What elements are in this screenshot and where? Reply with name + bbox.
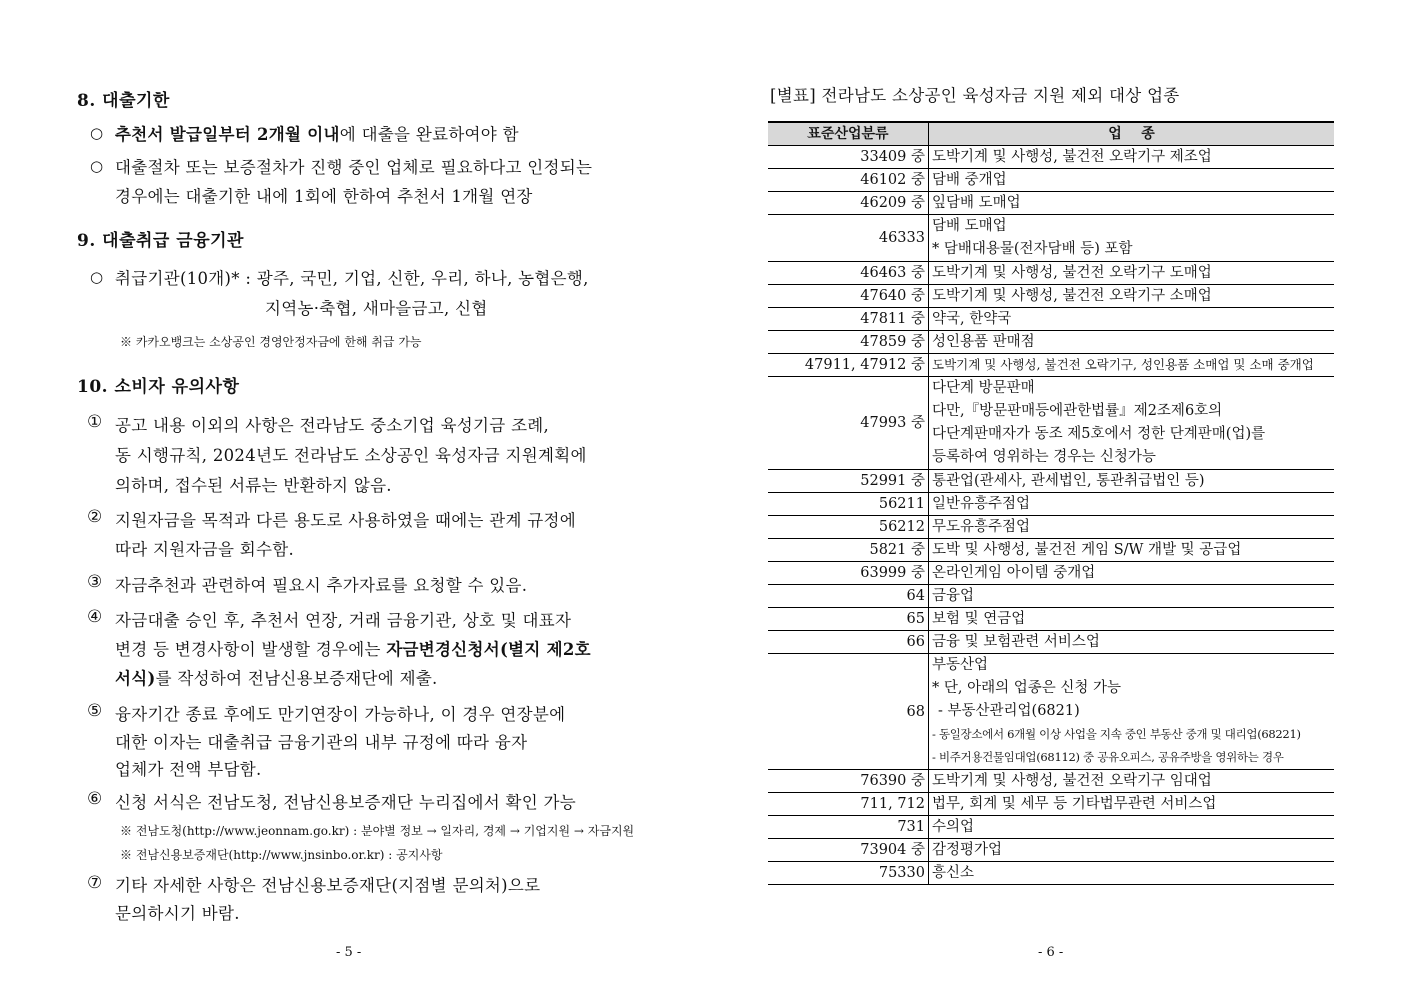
section-8-item-2-line-2: 경우에는 대출기한 내에 1회에 한하여 추천서 1개월 연장 <box>115 187 533 206</box>
industry-code-cell: 75330 <box>768 862 929 885</box>
industry-name-cell: 일반유흥주점업 <box>929 493 1335 516</box>
industry-line: - 비주거용건물임대업(68112) 중 공유오피스, 공유주방을 영위하는 경우 <box>932 750 1284 764</box>
item-number: ⑥ <box>87 789 103 809</box>
item-number: ② <box>87 507 103 527</box>
industry-code-cell: 56212 <box>768 516 929 539</box>
industry-name-cell: 약국, 한약국 <box>929 308 1335 331</box>
industry-code-cell: 47811 중 <box>768 308 929 331</box>
industry-code-cell: 52991 중 <box>768 470 929 493</box>
header-industry: 업 종 <box>929 122 1335 146</box>
table-row <box>768 585 1334 608</box>
item-4-line-2-normal: 변경 등 변경사항이 발생할 경우에는 <box>115 640 387 659</box>
table-row <box>768 793 1334 816</box>
item-3-line-1: 자금추천과 관련하여 필요시 추가자료를 요청할 수 있음. <box>115 576 528 595</box>
section-9-item-line-1: 취급기관(10개)* : 광주, 국민, 기업, 신한, 우리, 하나, 농협은행, <box>115 269 589 288</box>
industry-name-cell: 도박기계 및 사행성, 불건전 오락기구, 성인용품 소매업 및 소매 중개업 <box>929 354 1335 377</box>
industry-code-cell: 33409 중 <box>768 146 929 169</box>
section-9-item-line-2: 지역농·축협, 새마을금고, 신협 <box>265 299 488 318</box>
industry-code-cell: 711, 712 <box>768 793 929 816</box>
item-7-line-1: 기타 자세한 사항은 전남신용보증재단(지점별 문의처)으로 <box>115 876 541 895</box>
item-5-line-2: 대한 이자는 대출취급 금융기관의 내부 규정에 따라 융자 <box>115 733 528 752</box>
item-2-line-2: 따라 지원자금을 회수함. <box>115 540 295 559</box>
item-6-note-1: ※ 전남도청(http://www.jeonnam.go.kr) : 분야별 정보 → 일자리, 경제 → 기업지원 → 자금지원 <box>120 824 635 838</box>
item-7-line-2: 문의하시기 바람. <box>115 904 240 923</box>
industry-name-cell: 잎담배 도매업 <box>929 192 1335 215</box>
table-row <box>768 654 1334 770</box>
page-number: - 6 - <box>1038 945 1064 960</box>
item-number: ⑦ <box>87 873 103 893</box>
table-row <box>768 631 1334 654</box>
industry-code-cell: 73904 중 <box>768 839 929 862</box>
industry-line: - 동일장소에서 6개월 이상 사업을 지속 중인 부동산 중개 및 대리업(68221) <box>932 727 1301 741</box>
table-title: [별표] 전라남도 소상공인 육성자금 지원 제외 대상 업종 <box>770 86 1180 105</box>
excluded-industries-table <box>768 121 1334 885</box>
industry-name-cell: 도박기계 및 사행성, 불건전 오락기구 소매업 <box>929 285 1335 308</box>
industry-code-cell: 46209 중 <box>768 192 929 215</box>
industry-name-cell: 수의업 <box>929 816 1335 839</box>
industry-name-cell: 도박기계 및 사행성, 불건전 오락기구 도매업 <box>929 262 1335 285</box>
table-row <box>768 215 1334 262</box>
industry-line: 다단계 방문판매 <box>932 380 1035 396</box>
industry-code-cell: 47911, 47912 중 <box>768 354 929 377</box>
table-row <box>768 308 1334 331</box>
table-row <box>768 770 1334 793</box>
industry-code-cell: 47640 중 <box>768 285 929 308</box>
industry-name-cell: 온라인게임 아이템 중개업 <box>929 562 1335 585</box>
item-number: ④ <box>87 607 103 627</box>
page-number: - 5 - <box>336 945 362 960</box>
item-2-line-1: 지원자금을 목적과 다른 용도로 사용하였을 때에는 관계 규정에 <box>115 511 577 530</box>
section-8-title: 8. 대출기한 <box>77 91 170 111</box>
industry-name-cell: 성인용품 판매점 <box>929 331 1335 354</box>
industry-code-cell: 65 <box>768 608 929 631</box>
table-row <box>768 493 1334 516</box>
industry-code-cell: 64 <box>768 585 929 608</box>
item-1-line-1: 공고 내용 이외의 사항은 전라남도 중소기업 육성기금 조례, <box>115 416 550 435</box>
table-row <box>768 539 1334 562</box>
industry-line: 다단계판매자가 동조 제5호에서 정한 단계판매(업)를 <box>932 426 1266 442</box>
table-row <box>768 377 1334 470</box>
section-10-title: 10. 소비자 유의사항 <box>77 377 240 397</box>
industry-code-cell: 731 <box>768 816 929 839</box>
industry-code-cell: 56211 <box>768 493 929 516</box>
item-4-line-3-normal: 를 작성하여 전남신용보증재단에 제출. <box>155 669 438 688</box>
table-row <box>768 262 1334 285</box>
industry-line: * 단, 아래의 업종은 신청 가능 <box>932 680 1121 696</box>
industry-line: * 담배대용물(전자담배 등) 포함 <box>932 241 1133 257</box>
section-8-item-1-bold: 추천서 발급일부터 2개월 이내 <box>115 125 340 144</box>
industry-name-cell: 감정평가업 <box>929 839 1335 862</box>
item-number: ① <box>87 412 103 432</box>
industry-line: 부동산업 <box>932 657 989 673</box>
table-row <box>768 816 1334 839</box>
table-row <box>768 285 1334 308</box>
section-8-item-1-rest: 에 대출을 완료하여야 함 <box>339 125 519 144</box>
industry-code-cell: 46102 중 <box>768 169 929 192</box>
table-row <box>768 169 1334 192</box>
industry-name-cell: 무도유흥주점업 <box>929 516 1335 539</box>
bullet-circle: ○ <box>90 157 104 175</box>
industry-name-cell <box>929 215 1335 262</box>
section-9-note: ※ 카카오뱅크는 소상공인 경영안정자금에 한해 취급 가능 <box>120 335 422 349</box>
industry-code-cell: 68 <box>768 654 929 770</box>
item-5-line-3: 업체가 전액 부담함. <box>115 760 262 779</box>
table-row <box>768 516 1334 539</box>
header-code: 표준산업분류 <box>768 122 929 146</box>
section-8-item-1 <box>115 121 519 145</box>
industry-code-cell: 63999 중 <box>768 562 929 585</box>
industry-code-cell: 47993 중 <box>768 377 929 470</box>
industry-line: - 부동산관리업(6821) <box>938 703 1080 719</box>
table-header-row <box>768 122 1334 146</box>
item-number: ⑤ <box>87 701 103 721</box>
table-row <box>768 839 1334 862</box>
table-row <box>768 608 1334 631</box>
industry-name-cell: 금융업 <box>929 585 1335 608</box>
item-1-line-2: 동 시행규칙, 2024년도 전라남도 소상공인 육성자금 지원계획에 <box>115 446 587 465</box>
table-row <box>768 146 1334 169</box>
industry-code-cell: 46463 중 <box>768 262 929 285</box>
industry-code-cell: 47859 중 <box>768 331 929 354</box>
item-4-line-3 <box>115 665 438 689</box>
item-4-line-3-bold: 서식) <box>115 669 156 688</box>
industry-code-cell: 46333 <box>768 215 929 262</box>
industry-line: 담배 도매업 <box>932 218 1007 234</box>
section-8-item-2-line-1: 대출절차 또는 보증절차가 진행 중인 업체로 필요하다고 인정되는 <box>115 158 593 177</box>
industry-name-cell: 도박기계 및 사행성, 불건전 오락기구 임대업 <box>929 770 1335 793</box>
table-row <box>768 470 1334 493</box>
industry-name-cell: 법무, 회계 및 세무 등 기타법무관련 서비스업 <box>929 793 1335 816</box>
industry-name-cell: 담배 중개업 <box>929 169 1335 192</box>
industry-name-cell: 도박 및 사행성, 불건전 게임 S/W 개발 및 공급업 <box>929 539 1335 562</box>
table-row <box>768 562 1334 585</box>
industry-name-cell <box>929 377 1335 470</box>
industry-code-cell: 66 <box>768 631 929 654</box>
industry-name-cell: 통관업(관세사, 관세법인, 통관취급법인 등) <box>929 470 1335 493</box>
item-4-line-1: 자금대출 승인 후, 추천서 연장, 거래 금융기관, 상호 및 대표자 <box>115 611 572 630</box>
table-row <box>768 862 1334 885</box>
item-6-note-2: ※ 전남신용보증재단(http://www.jnsinbo.or.kr) : 공지사항 <box>120 848 443 862</box>
bullet-circle: ○ <box>90 268 104 286</box>
left-page <box>0 0 700 992</box>
industry-code-cell: 76390 중 <box>768 770 929 793</box>
industry-name-cell: 보험 및 연금업 <box>929 608 1335 631</box>
industry-line: 등록하여 영위하는 경우는 신청가능 <box>932 449 1156 465</box>
item-1-line-3: 의하며, 접수된 서류는 반환하지 않음. <box>115 476 392 495</box>
item-6-line-1: 신청 서식은 전남도청, 전남신용보증재단 누리집에서 확인 가능 <box>115 793 577 812</box>
table-row <box>768 192 1334 215</box>
industry-name-cell: 흥신소 <box>929 862 1335 885</box>
bullet-circle: ○ <box>90 124 104 142</box>
section-9-title: 9. 대출취급 금융기관 <box>77 231 244 251</box>
table-row <box>768 354 1334 377</box>
item-4-line-2-bold: 자금변경신청서(별지 제2호 <box>386 640 591 659</box>
item-number: ③ <box>87 572 103 592</box>
item-5-line-1: 융자기간 종료 후에도 만기연장이 가능하나, 이 경우 연장분에 <box>115 705 566 724</box>
industry-name-cell <box>929 654 1335 770</box>
industry-line: 다만,『방문판매등에관한법률』제2조제6호의 <box>932 403 1223 419</box>
item-4-line-2 <box>115 636 591 660</box>
industry-name-cell: 도박기계 및 사행성, 불건전 오락기구 제조업 <box>929 146 1335 169</box>
industry-name-cell: 금융 및 보험관련 서비스업 <box>929 631 1335 654</box>
industry-code-cell: 5821 중 <box>768 539 929 562</box>
table-row <box>768 331 1334 354</box>
